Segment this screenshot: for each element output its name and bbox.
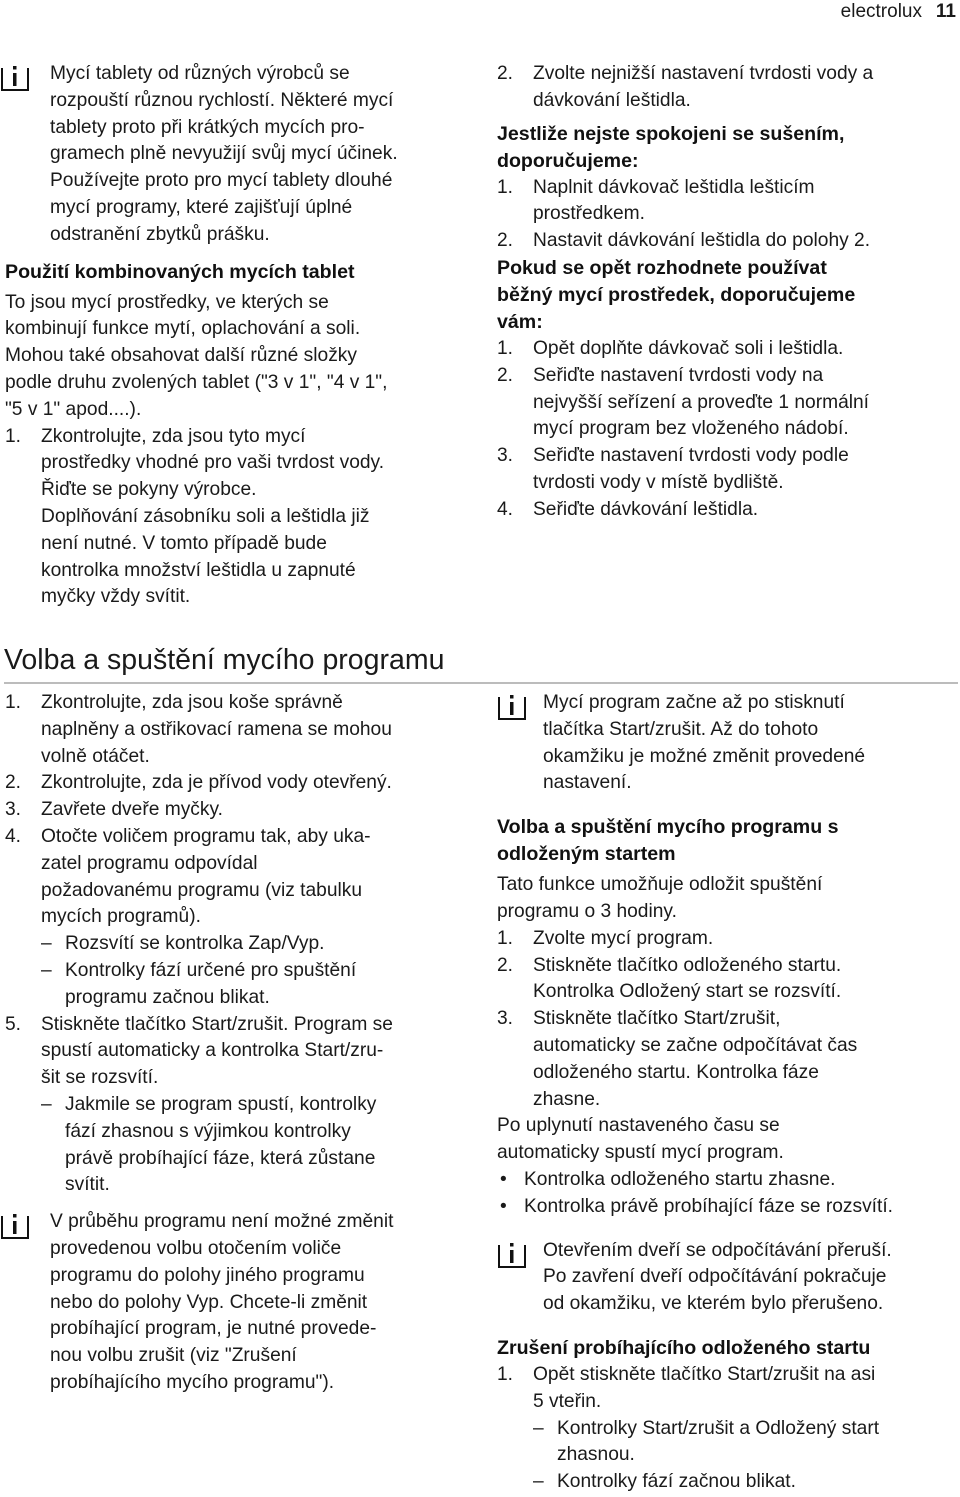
text-line: Otevřením dveří se odpočítávání přeruší. xyxy=(543,1239,892,1261)
text-line: Tato funkce umožňuje odložit spuštění xyxy=(497,874,823,896)
list-text: Zavřete dveře myčky. xyxy=(41,799,223,821)
text-line: naplněny a ostřikovací ramena se mohou xyxy=(41,718,392,740)
list-text xyxy=(533,953,959,1007)
text-line: Stiskněte tlačítko odloženého startu. xyxy=(533,954,842,976)
right-bottom-column xyxy=(497,690,959,1496)
list-text xyxy=(533,175,957,229)
dash-text xyxy=(557,1416,959,1470)
text-line: Opět stiskněte tlačítko Start/zrušit na asi xyxy=(533,1363,876,1385)
list-text: Zkontrolujte, zda je přívod vody otevřený. xyxy=(41,772,392,794)
list-item xyxy=(0,424,478,612)
dash-item xyxy=(533,1469,959,1496)
heading-line: Jestliže nejste spokojeni se sušením, xyxy=(497,122,845,145)
paragraph-combined-tablets xyxy=(0,290,478,424)
list-item xyxy=(497,175,957,229)
list-number: 2. xyxy=(497,364,514,386)
text-line: okamžiku je možné změnit provedené xyxy=(543,745,866,767)
text-line: Kontrolka Odložený start se rozsvítí. xyxy=(533,981,842,1003)
heading-line: běžný mycí prostředek, doporučujeme xyxy=(497,283,856,306)
text-line: Mohou také obsahovat další různé složky xyxy=(5,345,357,367)
info-icon xyxy=(0,62,30,92)
list-item xyxy=(0,824,478,1012)
bullet-marker: • xyxy=(500,1168,507,1190)
text-line: Řiďte se pokyny výrobce. xyxy=(41,479,257,501)
text-line: nou volbu zrušit (viz "Zrušení xyxy=(50,1345,297,1367)
text-line: zatel programu odpovídal xyxy=(41,852,258,874)
dash-item xyxy=(533,1416,959,1470)
text-line: programu do polohy jiného programu xyxy=(50,1264,365,1286)
text-line: mycí programy, které zajišťují úplné xyxy=(50,196,353,218)
list-number: 2. xyxy=(497,230,514,252)
bullet-item xyxy=(497,1167,959,1194)
text-line: právě probíhající fáze, která zůstane xyxy=(65,1147,376,1169)
list-text: Opět doplňte dávkovač soli i leštidla. xyxy=(533,337,844,359)
text-line: odstranění zbytků prášku. xyxy=(50,223,270,245)
list-number: 2. xyxy=(5,772,22,794)
info-note-program-change xyxy=(0,1209,478,1397)
text-line: zhasnou. xyxy=(557,1444,635,1466)
text-line: fází zhasnou s výjimkou kontrolky xyxy=(65,1120,351,1142)
text-line: Po uplynutí nastaveného času se xyxy=(497,1115,780,1137)
text-line: není nutné. V tomto případě bude xyxy=(41,532,327,554)
list-item xyxy=(497,1006,959,1113)
heading-line: Pokud se opět rozhodnete používat xyxy=(497,256,827,279)
list-text xyxy=(41,690,478,770)
text-line: Zkontrolujte, zda jsou koše správně xyxy=(41,692,343,713)
info-icon xyxy=(0,1210,30,1240)
text-line: prostředky vhodné pro vaši tvrdost vody. xyxy=(41,452,385,474)
list-item xyxy=(0,797,478,824)
text-line: Po zavření dveří odpočítávání pokračuje xyxy=(543,1266,887,1288)
text-line: Kontrolky fází určené pro spuštění xyxy=(65,959,357,981)
list-item xyxy=(0,1012,478,1200)
text-line: To jsou mycí prostředky, ve kterých se xyxy=(5,291,329,313)
text-line: mycí program bez vloženého nádobí. xyxy=(533,418,849,440)
text-line: tvrdosti vody v místě bydliště. xyxy=(533,471,784,493)
list-item xyxy=(497,497,957,524)
dash-text xyxy=(65,1092,478,1199)
text-line: Otočte voličem programu tak, aby uka- xyxy=(41,825,371,847)
heading-combined-tablets: Použití kombinovaných mycích tablet xyxy=(5,260,355,283)
text-line: Zkontrolujte, zda jsou tyto mycí xyxy=(41,425,306,447)
list-item xyxy=(497,363,957,443)
info-text xyxy=(527,690,959,797)
list-number: 1. xyxy=(5,692,22,713)
heading-delayed-start xyxy=(497,814,959,868)
text-line: nebo do polohy Vyp. Chcete-li změnit xyxy=(50,1291,368,1313)
list-number: 5. xyxy=(5,1013,22,1035)
text-line: V průběhu programu není možné změnit xyxy=(50,1211,394,1233)
list-item xyxy=(497,336,957,363)
dash-text: Kontrolky fází začnou blikat. xyxy=(557,1471,796,1493)
list-number: 1. xyxy=(497,927,514,949)
list-item xyxy=(0,690,478,770)
text-line: Zvolte nejnižší nastavení tvrdosti vody a xyxy=(533,63,874,84)
bullet-item xyxy=(497,1194,959,1221)
text-line: Mycí tablety od různých výrobců se xyxy=(50,63,350,84)
list-number: 4. xyxy=(5,825,22,847)
list-number: 2. xyxy=(497,63,514,84)
text-line: spustí automaticky a kontrolka Start/zru- xyxy=(41,1040,384,1062)
list-item xyxy=(497,953,959,1007)
bullet-text: Kontrolka odloženého startu zhasne. xyxy=(524,1168,836,1190)
heading-line: odloženým startem xyxy=(497,843,676,866)
list-text xyxy=(533,443,957,497)
dash-item xyxy=(41,931,478,958)
text-line: gramech plně nevyužijí svůj mycí účinek. xyxy=(50,143,398,165)
text-line: mycích programů). xyxy=(41,906,201,928)
heading-drying xyxy=(497,121,957,175)
heading-line: Volba a spuštění mycího programu s xyxy=(497,816,839,839)
text-line: zhasne. xyxy=(533,1088,601,1110)
list-text: Nastavit dávkování leštidla do polohy 2. xyxy=(533,230,871,252)
bullet-marker: • xyxy=(500,1195,507,1217)
list-item xyxy=(497,1362,959,1496)
heading-line: vám: xyxy=(497,310,543,333)
brand-name: electrolux xyxy=(840,1,922,22)
text-line: probíhající program, je nutné provede- xyxy=(50,1318,377,1340)
text-line: kontrolka množství leštidla u zapnuté xyxy=(41,559,356,581)
text-line: automaticky spustí mycí program. xyxy=(497,1142,784,1164)
text-line: provedenou volbu otočením voliče xyxy=(50,1237,342,1259)
list-item xyxy=(497,61,957,115)
info-icon xyxy=(497,1239,527,1269)
list-number: 1. xyxy=(5,425,22,447)
info-note-tablets xyxy=(0,61,478,249)
list-number: 3. xyxy=(497,1008,514,1030)
text-line: nejvyšší seřízení a proveďte 1 normální xyxy=(533,391,870,413)
text-line: tlačítka Start/zrušit. Až do tohoto xyxy=(543,718,819,740)
heading-line: doporučujeme: xyxy=(497,149,639,172)
text-line: prostředkem. xyxy=(533,203,645,225)
info-note-program-start xyxy=(497,690,959,797)
text-line: kombinují funkce mytí, oplachování a soli. xyxy=(5,318,361,340)
dash-item xyxy=(41,1092,478,1199)
text-line: Kontrolky Start/zrušit a Odložený start xyxy=(557,1417,880,1439)
dash-item xyxy=(41,958,478,1012)
dash-marker: – xyxy=(41,1093,52,1115)
text-line: automaticky se začne odpočítávat čas xyxy=(533,1034,858,1056)
left-top-column xyxy=(0,61,478,611)
text-line: Mycí program začne až po stisknutí xyxy=(543,692,845,713)
list-item xyxy=(497,228,957,255)
paragraph-delayed-start xyxy=(497,872,959,926)
list-number: 1. xyxy=(497,1363,514,1385)
bullet-text: Kontrolka právě probíhající fáze se rozsvítí. xyxy=(524,1195,894,1217)
text-line: myčky vždy svítit. xyxy=(41,586,191,608)
list-text xyxy=(533,61,957,115)
text-line: Stiskněte tlačítko Start/zrušit, xyxy=(533,1008,781,1030)
text-line: Seřiďte nastavení tvrdosti vody podle xyxy=(533,445,849,467)
list-text: Seřiďte dávkování leštidla. xyxy=(533,498,759,520)
dash-marker: – xyxy=(41,933,52,955)
paragraph-after-delay xyxy=(497,1113,959,1167)
info-text xyxy=(30,1209,478,1397)
text-line: probíhajícího mycího programu"). xyxy=(50,1371,335,1393)
dash-text xyxy=(65,958,478,1012)
list-item xyxy=(497,926,959,953)
text-line: Naplnit dávkovač leštidla lešticím xyxy=(533,176,815,198)
list-text xyxy=(533,1362,959,1496)
heading-regular-detergent xyxy=(497,255,957,336)
text-line: nastavení. xyxy=(543,772,632,794)
list-number: 4. xyxy=(497,498,514,520)
text-line: Jakmile se program spustí, kontrolky xyxy=(65,1093,377,1115)
list-item xyxy=(497,443,957,497)
text-line: 5 vteřin. xyxy=(533,1390,602,1412)
section-title: Volba a spuštění mycího programu xyxy=(4,640,958,684)
text-line: od okamžiku, ve kterém bylo přerušeno. xyxy=(543,1293,884,1315)
list-number: 3. xyxy=(5,799,22,821)
info-icon xyxy=(497,691,527,721)
dash-marker: – xyxy=(41,959,52,981)
text-line: rozpouští různou rychlostí. Některé mycí xyxy=(50,89,394,111)
list-number: 1. xyxy=(497,176,514,198)
info-text xyxy=(527,1238,959,1318)
info-text xyxy=(30,61,478,249)
list-text xyxy=(41,1012,478,1200)
list-text xyxy=(41,824,478,1012)
text-line: odloženého startu. Kontrolka fáze xyxy=(533,1061,819,1083)
text-line: programu začnou blikat. xyxy=(65,986,270,1008)
left-bottom-column xyxy=(0,690,478,1397)
list-text xyxy=(533,363,957,443)
list-number: 1. xyxy=(497,337,514,359)
text-line: programu o 3 hodiny. xyxy=(497,900,677,922)
dash-marker: – xyxy=(533,1471,544,1493)
text-line: Seřiďte nastavení tvrdosti vody na xyxy=(533,364,824,386)
text-line: tablety proto při krátkých mycích pro- xyxy=(50,116,365,138)
text-line: Doplňování zásobníku soli a leštidla již xyxy=(41,505,370,527)
text-line: podle druhu zvolených tablet ("3 v 1", "4 v 1", xyxy=(5,371,388,393)
dash-marker: – xyxy=(533,1417,544,1439)
text-line: volně otáčet. xyxy=(41,745,150,767)
list-text: Zvolte mycí program. xyxy=(533,927,714,949)
text-line: dávkování leštidla. xyxy=(533,89,691,111)
text-line: šit se rozsvítí. xyxy=(41,1067,159,1089)
list-number: 3. xyxy=(497,445,514,467)
info-note-door-open xyxy=(497,1238,959,1318)
heading-cancel-delayed-start: Zrušení probíhajícího odloženého startu xyxy=(497,1336,871,1359)
list-text xyxy=(41,424,478,612)
list-number: 2. xyxy=(497,954,514,976)
page-number: 11 xyxy=(935,1,956,22)
right-top-column xyxy=(497,61,957,524)
text-line: Stiskněte tlačítko Start/zrušit. Program se xyxy=(41,1013,393,1035)
list-item xyxy=(0,770,478,797)
text-line: požadovanému programu (viz tabulku xyxy=(41,879,363,901)
dash-text: Rozsvítí se kontrolka Zap/Vyp. xyxy=(65,933,325,955)
list-text xyxy=(533,1006,959,1113)
text-line: svítit. xyxy=(65,1174,110,1196)
text-line: Používejte proto pro mycí tablety dlouhé xyxy=(50,170,393,192)
text-line: "5 v 1" apod....). xyxy=(5,398,142,420)
